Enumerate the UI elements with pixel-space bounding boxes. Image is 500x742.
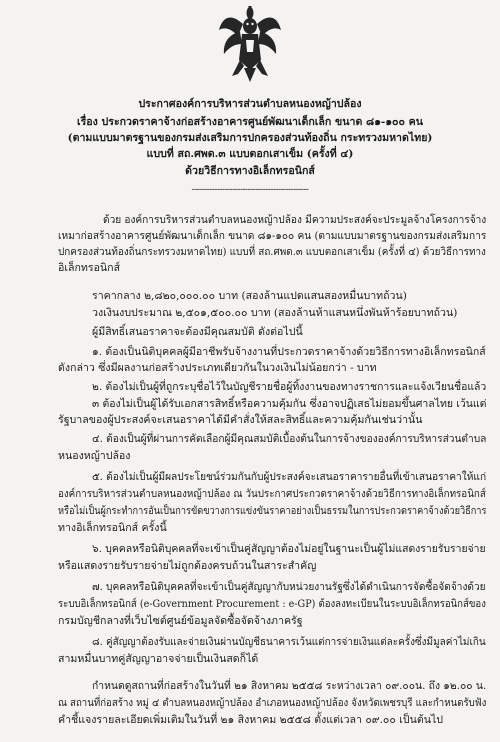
body-line: รัฐบาลของผู้ประสงค์จะเสนอราคาได้มีคำสั่งให้สละสิทธิ์และความคุ้มกันเช่นว่านั้น xyxy=(58,414,423,426)
body-line: ระบบอิเล็กทรอนิกส์ (e-Government Procurement : e-GP) ต้องลงทะเบียนในระบบอิเล็กทรอนิกส์ของ xyxy=(58,598,486,610)
body-line: หรือแสดงรายรับรายจ่ายไม่ถูกต้องครบถ้วนในสาระสำคัญ xyxy=(58,560,317,572)
intro-line: ด้วย องค์การบริหารส่วนตำบลหนองหญ้าปล้อง มีความประสงค์จะประมูลจ้างโครงการจ้าง xyxy=(103,214,487,226)
body-line: ๕. ต้องไม่เป็นผู้มีผลประโยชน์ร่วมกันกับผู้ประสงค์จะเสนอราคารายอื่นที่เข้าเสนอราคาให้แก่ xyxy=(92,471,487,483)
document-design-type: แบบที่ สถ.ศพด.๓ แบบตอกเสาเข็ม (ครั้งที่ ๔) xyxy=(146,148,354,160)
document-title: ประกาศองค์การบริหารส่วนตำบลหนองหญ้าปล้อง xyxy=(138,98,362,110)
body-line: ๒. ต้องไม่เป็นผู้ที่ถูกระบุชื่อไว้ในบัญชีรายชื่อผู้ทิ้งงานของทางราชการและแจ้งเวียนชื่อแล้ว xyxy=(92,381,487,393)
intro-line: เหมาก่อสร้างอาคารศูนย์พัฒนาเด็กเล็ก ขนาด ๘๑-๑๐๐ คน (ตามแบบมาตรฐานของกรมส่งเสริมการ xyxy=(58,230,487,242)
document-subject: เรื่อง ประกวดราคาจ้างก่อสร้างอาคารศูนย์พัฒนาเด็กเล็ก ขนาด ๘๑-๑๐๐ คน xyxy=(77,116,423,128)
body-line: ณ สถานที่ก่อสร้าง หมู่ ๔ ตำบลหนองหญ้าปล้อง อำเภอหนองหญ้าปล้อง จังหวัดเพชรบุรี และกำหนดรับฟัง xyxy=(58,697,487,709)
separator-line: ---------------------------------------------- xyxy=(191,185,309,195)
body-line: หรือไม่เป็นผู้กระทำการอันเป็นการขัดขวางการแข่งขันราคาอย่างเป็นธรรมในการประกวดราคาจ้างด้วยวิธีการ xyxy=(58,505,487,517)
garuda-emblem-icon xyxy=(218,4,282,84)
body-line: ๘. คู่สัญญาต้องรับและจ่ายเงินผ่านบัญชีธนาคารเว้นแต่การจ่ายเงินแต่ละครั้งซึ่งมีมูลค่าไม่เกิน xyxy=(92,636,486,648)
document-subject-note: (ตามแบบมาตรฐานของกรมส่งเสริมการปกครองส่วนท้องถิ่น กระทรวงมหาดไทย) xyxy=(67,132,433,144)
body-line: กำหนดดูสถานที่ก่อสร้างในวันที่ ๒๑ สิงหาคม ๒๕๕๘ ระหว่างเวลา ๐๙.๐๐น. ถึง ๑๒.๐๐ น. xyxy=(92,680,487,692)
body-line: ๗. บุคคลหรือนิติบุคคลที่จะเข้าเป็นคู่สัญญากับหน่วยงานรัฐซึ่งได้ดำเนินการจัดซื้อจัดจ้างด้วย xyxy=(92,581,486,593)
qualifications-heading: ผู้มีสิทธิ์เสนอราคาจะต้องมีคุณสมบัติ ดังต่อไปนี้ xyxy=(92,326,303,338)
body-line: ดังกล่าว ซึ่งมีผลงานก่อสร้างประเภทเดียวกันในวงเงินไม่น้อยกว่า - บาท xyxy=(58,362,377,374)
document-method: ด้วยวิธีการทางอิเล็กทรอนิกส์ xyxy=(185,165,315,177)
intro-line: ปกครองส่วนท้องถิ่นกระทรวงมหาดไทย) แบบที่ สถ.ศพด.๓ แบบตอกเสาเข็ม (ครั้งที่ ๔) ด้วยวิธีการทาง xyxy=(58,246,486,258)
body-line: คำชี้แจงรายละเอียดเพิ่มเติมในวันที่ ๒๑ สิงหาคม ๒๕๕๘ ตั้งแต่เวลา ๐๙.๐๐ เป็นต้นไป xyxy=(58,714,443,726)
body-line: ๑. ต้องเป็นนิติบุคคลผู้มีอาชีพรับจ้างงานที่ประกวดราคาจ้างด้วยวิธีการทางอิเล็กทรอนิกส์ xyxy=(92,346,486,358)
body-line: ๔. ต้องเป็นผู้ที่ผ่านการคัดเลือกผู้มีคุณสมบัติเบื้องต้นในการจ้างขององค์การบริหารส่วนตำบล xyxy=(92,433,487,445)
body-line: กรมบัญชีกลางที่เว็บไซต์ศูนย์ข้อมูลจัดซื้อจัดจ้างภาครัฐ xyxy=(58,615,303,627)
intro-line: อิเล็กทรอนิกส์ xyxy=(58,262,121,274)
body-line: หนองหญ้าปล้อง xyxy=(58,450,131,462)
body-line: ทางอิเล็กทรอนิกส์ ครั้งนี้ xyxy=(58,522,167,534)
middle-price: ราคากลาง ๒,๘๒๐,๐๐๐.๐๐ บาท (สองล้านแปดแสนสองหมื่นบาทถ้วน) xyxy=(92,290,407,302)
body-line: ๖. บุคคลหรือนิติบุคคลที่จะเข้าเป็นคู่สัญญาต้องไม่อยู่ในฐานะเป็นผู้ไม่แสดงรายรับรายจ่าย xyxy=(92,543,486,555)
body-line: องค์การบริหารส่วนตำบลหนองหญ้าปล้อง ณ วันประกาศประกวดราคาจ้างด้วยวิธีการทางอิเล็กทรอนิกส์ xyxy=(58,488,486,500)
body-line: ๓ ต้องไม่เป็นผู้ได้รับเอกสารสิทธิ์หรือความคุ้มกัน ซึ่งอาจปฏิเสธไม่ยอมขึ้นศาลไทย เว้นแต่ xyxy=(92,398,487,410)
body-line: สามหมื่นบาทคู่สัญญาอาจจ่ายเป็นเงินสดก็ได้ xyxy=(58,653,259,665)
budget-amount: วงเงินงบประมาณ ๒,๕๐๑,๕๐๐.๐๐ บาท (สองล้านห้าแสนหนึ่งพันห้าร้อยบาทถ้วน) xyxy=(92,307,458,319)
